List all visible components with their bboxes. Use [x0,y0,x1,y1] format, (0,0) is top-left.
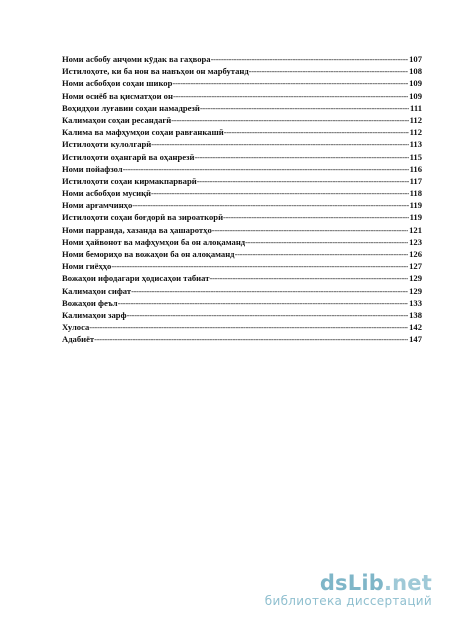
toc-entry-page: 108 [409,66,422,77]
toc-leader-dashes [123,163,409,175]
toc-leader-dashes [211,53,409,65]
toc-entry-page: 109 [409,78,422,89]
toc-entry [62,126,422,138]
toc-entry-page: 107 [409,54,422,64]
toc-entry [62,114,422,126]
toc-entry-title: Истилоҳоте, ки ба нон ва навъҳои он марбутанд [62,66,249,77]
toc-entry-page: 118 [409,188,422,199]
watermark [265,572,432,608]
toc-entry-page: 142 [409,322,422,333]
watermark-logo [265,572,432,594]
toc-entry [62,321,422,333]
toc-entry-title: Вожаҳои феъл [62,297,118,308]
toc-leader-dashes [194,151,408,163]
toc-entry-title: Номи арғамчинҳо [62,200,133,211]
toc-entry [62,236,422,248]
toc-entry-page: 129 [409,273,422,284]
toc-entry [62,285,422,297]
toc-entry [62,248,422,260]
toc-leader-dashes [94,333,408,345]
toc-entry [62,138,422,150]
toc-leader-dashes [127,309,409,321]
toc-entry [62,77,422,89]
toc-entry [62,90,422,102]
toc-leader-dashes [197,175,409,187]
table-of-contents [62,53,422,346]
toc-entry-title: Адабиёт [62,334,95,345]
toc-entry-title: Калимаҳои зарф [62,309,127,320]
toc-entry-title: Вожаҳои ифодагари ҳодисаҳои табиат [62,273,210,284]
toc-entry-page: 147 [409,334,422,345]
toc-leader-dashes [151,138,408,150]
toc-entry-page: 119 [409,200,422,211]
toc-leader-dashes [131,285,408,297]
toc-leader-dashes [151,187,409,199]
toc-leader-dashes [132,199,408,211]
toc-entry-page: 119 [409,212,422,223]
toc-entry-title: Номи асбобҳои мусиқӣ [62,188,152,199]
toc-entry [62,187,422,199]
toc-entry-title: Воҳидҳои луғавии соҳаи намадрезӣ [62,102,200,113]
toc-leader-dashes [89,321,408,333]
toc-entry-page: 113 [409,139,422,150]
toc-entry-page: 112 [409,127,422,138]
toc-leader-dashes [171,114,408,126]
toc-entry [62,211,422,223]
toc-leader-dashes [209,272,408,284]
toc-entry-page: 117 [409,175,422,186]
toc-leader-dashes [173,90,408,102]
toc-entry-page: 126 [409,249,422,259]
toc-entry-title: Номи пойафзол [62,163,123,174]
toc-entry-title: Истилоҳоти соҳаи кирмакпарварӣ [62,175,197,186]
toc-entry-page: 127 [409,261,422,272]
toc-leader-dashes [172,77,408,89]
toc-entry [62,260,422,272]
toc-leader-dashes [118,297,408,309]
toc-entry-title: Номи парранда, хазанда ва ҳашаротҳо [62,224,212,235]
toc-entry [62,175,422,187]
toc-entry-page: 138 [409,309,422,320]
toc-leader-dashes [224,126,409,138]
toc-entry-page: 121 [409,224,422,235]
toc-entry-title: Номи ҳайвонот ва мафҳумҳои ба он алоқаманд [62,236,246,247]
toc-entry [62,297,422,309]
watermark-logo-tld: .net [383,571,432,595]
toc-entry-title: Номи асбобҳои соҳаи шикор [62,78,173,89]
toc-leader-dashes [223,211,409,223]
toc-entry-title: Истилоҳоти оҳангарӣ ва оҳанрезӣ [62,151,195,162]
toc-entry [62,151,422,163]
toc-entry-title: Истилоҳоти кулолгарӣ [62,139,152,150]
toc-leader-dashes [249,65,408,77]
toc-entry-title: Номи осиёб ва қисматҳои он [62,90,173,101]
toc-entry-page: 109 [409,90,422,101]
toc-entry-page: 116 [409,163,422,174]
toc-entry-title: Номи гиёҳҳо [62,261,112,272]
toc-entry-title: Калимаҳои сифат [62,285,132,296]
toc-leader-dashes [200,102,409,114]
watermark-subtitle: библиотека диссертаций [264,594,432,608]
toc-entry [62,65,422,77]
toc-entry-title: Номи бемориҳо ва вожаҳои ба он алоқаманд [62,249,235,259]
toc-entry [62,199,422,211]
toc-entry-page: 112 [409,114,422,125]
toc-entry-page: 129 [409,285,422,296]
toc-entry-title: Номи асбобу анҷоми кӯдак ва гаҳвора [62,54,211,64]
toc-entry [62,309,422,321]
toc-entry-title: Калима ва мафҳумҳои соҳаи равғанкашӣ [62,127,224,138]
toc-entry [62,333,422,345]
toc-entry-title: Калимаҳои соҳаи ресандагӣ [62,114,172,125]
toc-leader-dashes [111,260,408,272]
watermark-logo-main: dsLib [319,571,384,595]
toc-entry-page: 115 [409,151,422,162]
toc-entry [62,53,422,65]
toc-entry-page: 123 [409,236,422,247]
toc-entry-title: Истилоҳоти соҳаи боғдорӣ ва зироаткорӣ [62,212,224,223]
toc-leader-dashes [235,248,409,260]
toc-leader-dashes [212,224,408,236]
toc-entry-page: 133 [409,297,422,308]
toc-entry [62,224,422,236]
toc-entry-title: Хулоса [62,322,90,333]
toc-leader-dashes [245,236,408,248]
toc-entry [62,163,422,175]
toc-entry [62,102,422,114]
toc-entry-page: 111 [410,102,422,113]
toc-entry [62,272,422,284]
